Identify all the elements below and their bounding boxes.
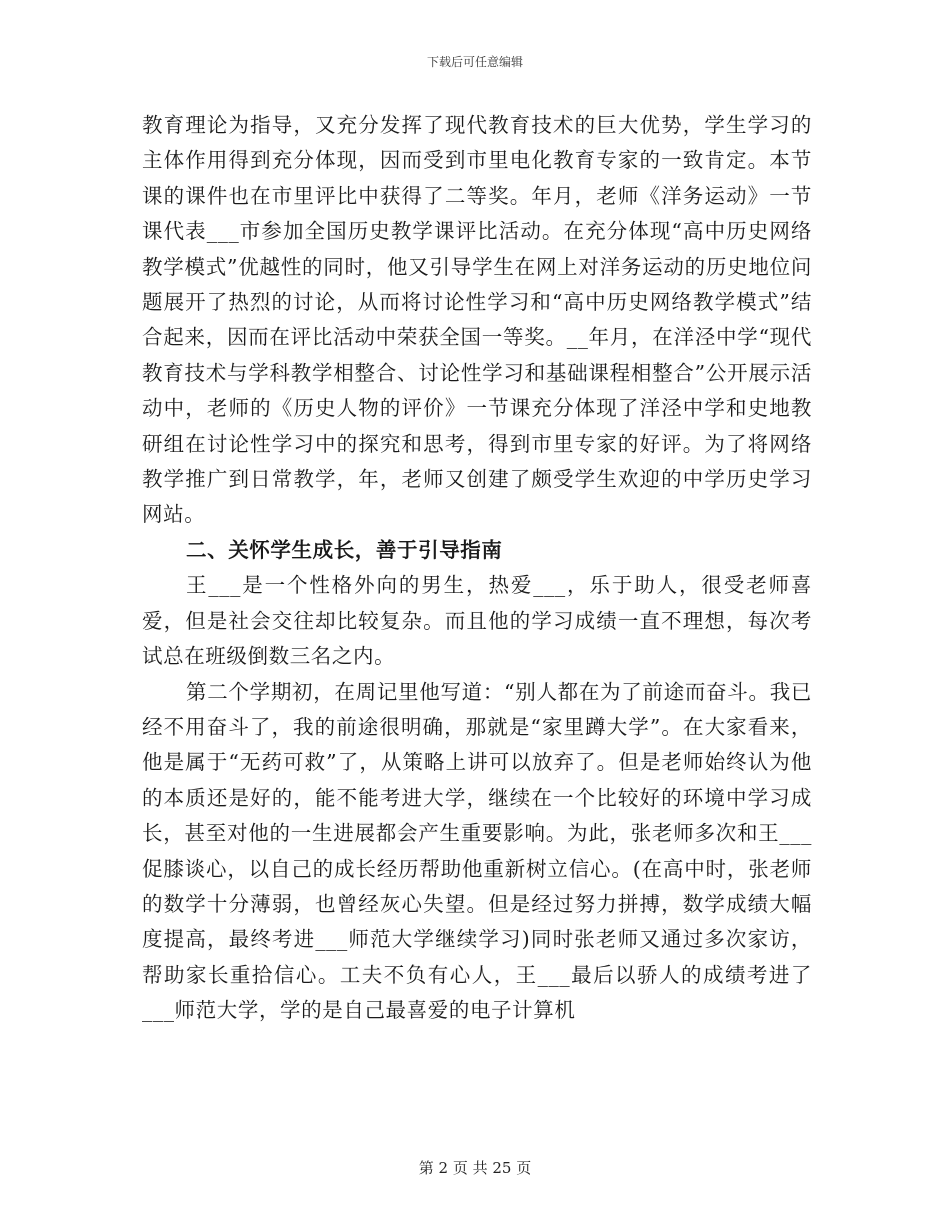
page-footer: 第 2 页 共 25 页 [418,1159,532,1177]
paragraph-1: 教育理论为指导，又充分发挥了现代教育技术的巨大优势，学生学习的主体作用得到充分体现，因而受到市里电化教育专家的一致肯定。本节课的课件也在市里评比中获得了二等奖。年月，老师《洋务运动》一节课代表___市参加全国历史教学课评比活动。在充分体现“高中历史网络教学模式”优越性的同时，他又引导学生在网上对洋务运动的历史地位问题展开了热烈的讨论，从而将讨论性学习和“高中历史网络教学模式”结合起来，因而在评比活动中荣获全国一等奖。__年月，在洋泾中学“现代教育技术与学科教学相整合、讨论性学习和基础课程相整合”公开展示活动中，老师的《历史人物的评价》一节课充分体现了洋泾中学和史地教研组在讨论性学习中的探究和思考，得到市里专家的好评。为了将网络教学推广到日常教学，年，老师又创建了颇受学生欢迎的中学历史学习网站。 [142,113,812,527]
paragraph-3: 第二个学期初，在周记里他写道：“别人都在为了前途而奋斗。我已经不用奋斗了，我的前途很明确，那就是“家里蹲大学”。在大家看来，他是属于“无药可救”了，从策略上讲可以放弃了。但是老师始终认为他的本质还是好的，能不能考进大学，继续在一个比较好的环境中学习成长，甚至对他的一生进展都会产生重要影响。为此，张老师多次和王___促膝谈心，以自己的成长经历帮助他重新树立信心。(在高中时，张老师的数学十分薄弱，也曾经灰心失望。但是经过努力拼搏，数学成绩大幅度提高，最终考进___师范大学继续学习)同时张老师又通过多次家访，帮助家长重拾信心。工夫不负有心人，王___最后以骄人的成绩考进了___师范大学，学的是自己最喜爱的电子计算机 [142,679,812,1023]
paragraph-2: 王___是一个性格外向的男生，热爱___，乐于助人，很受老师喜爱，但是社会交往却比较复杂。而且他的学习成绩一直不理想，每次考试总在班级倒数三名之内。 [142,573,812,669]
page-header: 下载后可任意编辑 [426,55,523,69]
document-body [142,108,812,1029]
section-heading-2: 二、关怀学生成长，善于引导指南 [186,537,503,562]
